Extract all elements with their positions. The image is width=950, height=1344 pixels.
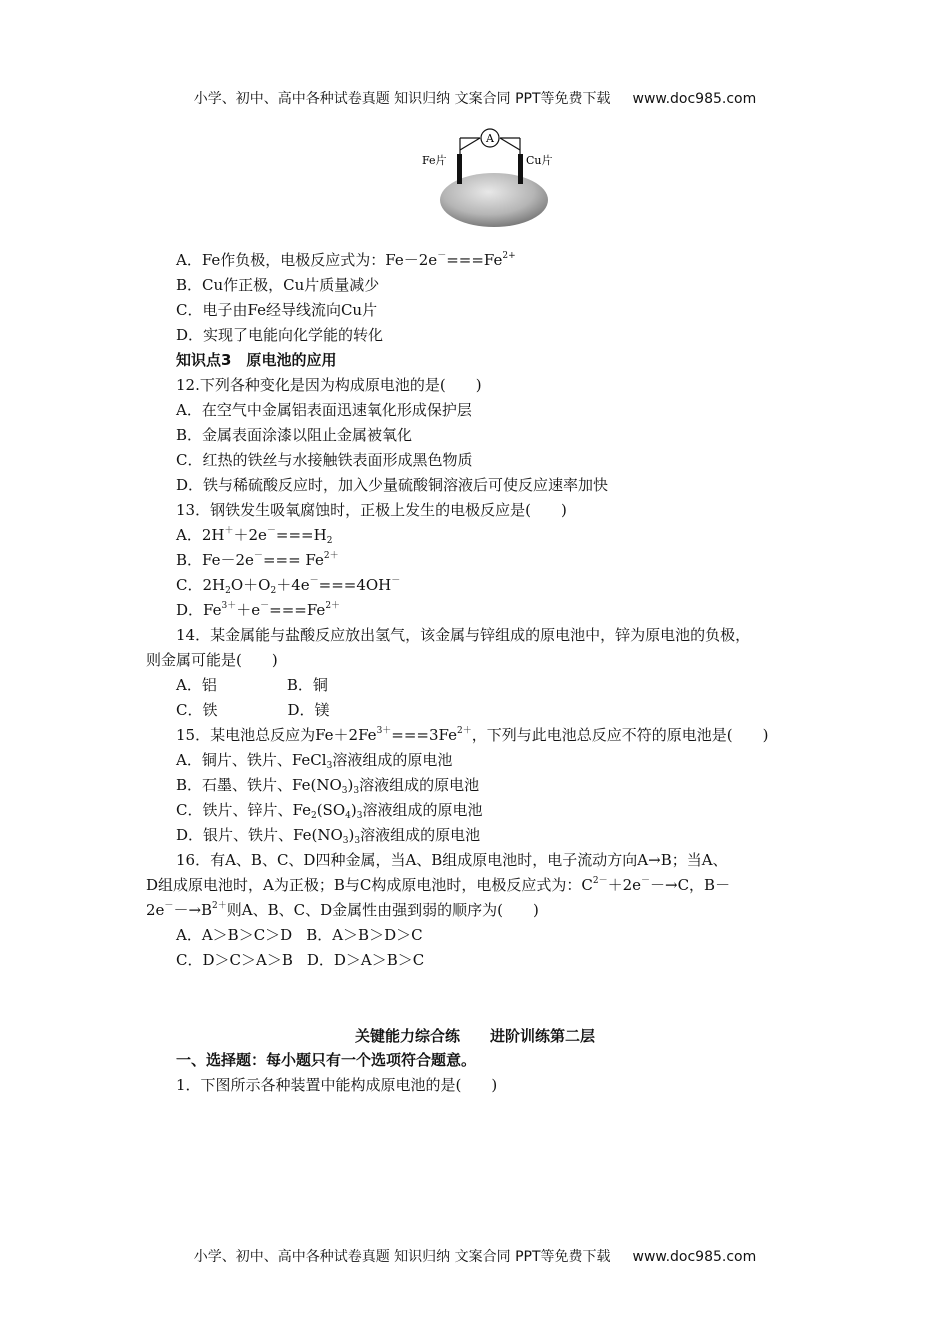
q12-option-a: A．在空气中金属铝表面迅速氧化形成保护层	[176, 401, 472, 419]
q1-stem: 1．下图所示各种装置中能构成原电池的是( )	[176, 1076, 498, 1094]
q15-option-a: A．铜片、铁片、FeCl$_3$溶液组成的原电池	[176, 751, 453, 771]
q16-stem-line2: D组成原电池时，A为正极；B与C构成原电池时，电极反应式为：$C^{2-}+2e^--\to C$，B－	[146, 876, 731, 894]
q15-option-b: B．石墨、铁片、$Fe(NO_3)_3$溶液组成的原电池	[176, 776, 480, 796]
cu-label: Cu片	[526, 154, 553, 167]
q11-option-c: C．电子由Fe经导线流向Cu片	[176, 301, 378, 319]
fe-electrode	[457, 154, 462, 184]
q14-options-ab: A．铝 B．铜	[176, 676, 328, 694]
q11-option-a: A．Fe作负极，电极反应式为：$Fe-2e^-===Fe^{2+}$	[176, 251, 516, 269]
q13-stem: 13．钢铁发生吸氧腐蚀时，正极上发生的电极反应是( )	[176, 501, 567, 519]
q12-option-c: C．红热的铁丝与水接触铁表面形成黑色物质	[176, 451, 473, 469]
q13-option-d: D．$Fe^{3+}+e^-===Fe^{2+}$	[176, 601, 341, 619]
footer-text: 小学、初中、高中各种试卷真题 知识归纳 文案合同 PPT等免费下载	[193, 1249, 611, 1265]
q12-option-d: D．铁与稀硫酸反应时，加入少量硫酸铜溶液后可使反应速率加快	[176, 476, 609, 494]
q14-options-cd: C．铁 D．镁	[176, 701, 330, 719]
potato-shape	[440, 173, 548, 227]
cu-electrode	[518, 154, 523, 184]
q15-option-c: C．铁片、锌片、$Fe_2(SO_4)_3$溶液组成的原电池	[176, 801, 483, 821]
part-one-heading: 一、选择题：每小题只有一个选项符合题意。	[176, 1051, 477, 1069]
q12-stem: 12.下列各种变化是因为构成原电池的是( )	[176, 376, 482, 394]
fe-label: Fe片	[422, 154, 447, 167]
ammeter-label: A	[486, 132, 494, 145]
q14-stem-line1: 14．某金属能与盐酸反应放出氢气，该金属与锌组成的原电池中，锌为原电池的负极，	[176, 626, 751, 644]
q16-stem-line1: 16．有A、B、C、D四种金属，当A、B组成原电池时，电子流动方向A→B；当A、	[176, 851, 728, 869]
q11-option-d: D．实现了电能向化学能的转化	[176, 326, 384, 344]
q12-option-b: B．金属表面涂漆以阻止金属被氧化	[176, 426, 413, 444]
q16-stem-line3: $2e^--\to B^{2+}$则A、B、C、D金属性由强到弱的顺序为( )	[146, 901, 539, 919]
header-site: www.doc985.com	[632, 91, 757, 107]
q13-option-a: A．$2H^++2e^-===H_2$	[176, 526, 333, 546]
potato-battery-figure	[420, 122, 570, 232]
footer-site: www.doc985.com	[632, 1249, 757, 1265]
q14-stem-line2: 则金属可能是( )	[146, 651, 278, 669]
page-header	[0, 88, 950, 108]
q15-stem: 15．某电池总反应为$Fe+2Fe^{3+}===3Fe^{2+}$，下列与此电池总反应不符的原电池是( )	[176, 726, 769, 744]
q13-option-c: C．$2H_2O+O_2+4e^-===4OH^-$	[176, 576, 401, 596]
section-knowledge-3: 知识点3 原电池的应用	[176, 351, 337, 369]
header-text: 小学、初中、高中各种试卷真题 知识归纳 文案合同 PPT等免费下载	[193, 91, 611, 107]
q16-options-ab: A．A＞B＞C＞D B．A＞B＞D＞C	[176, 926, 423, 944]
page-footer	[0, 1246, 950, 1266]
section-title: 关键能力综合练 进阶训练第二层	[354, 1027, 595, 1045]
q15-option-d: D．银片、铁片、$Fe(NO_3)_3$溶液组成的原电池	[176, 826, 481, 846]
q16-options-cd: C．D＞C＞A＞B D．D＞A＞B＞C	[176, 951, 425, 969]
q13-option-b: B．$Fe-2e^-=== Fe^{2+}$	[176, 551, 339, 569]
q11-option-b: B．Cu作正极，Cu片质量减少	[176, 276, 380, 294]
